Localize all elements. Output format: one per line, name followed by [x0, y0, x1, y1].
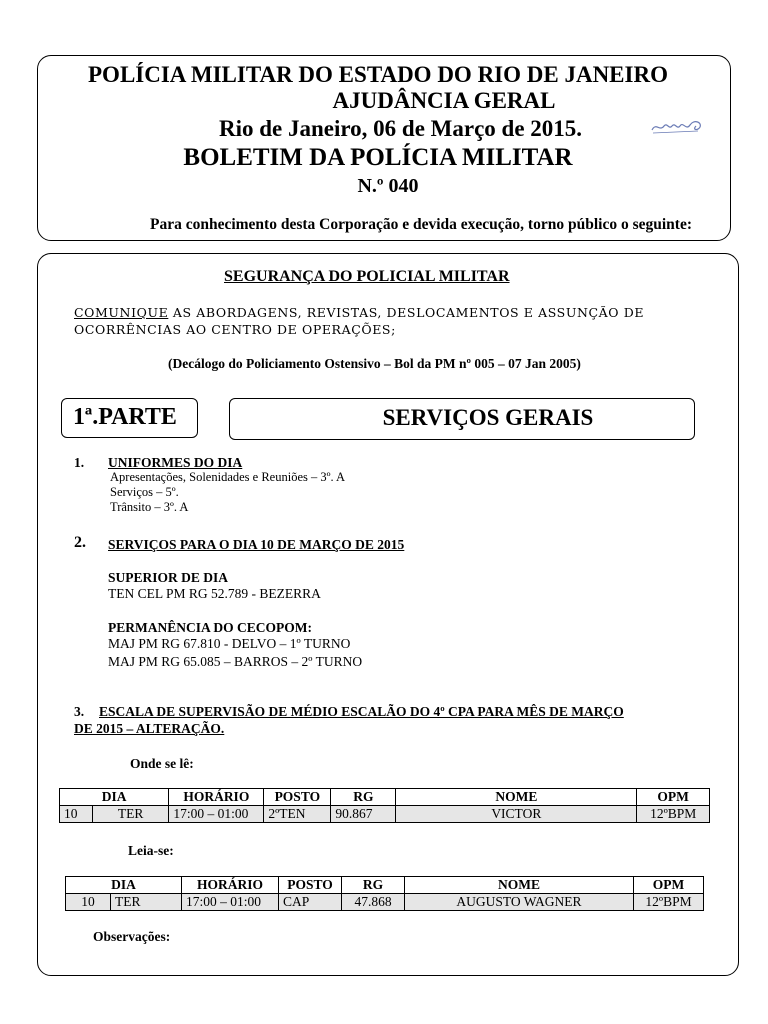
permanence-line-2: MAJ PM RG 65.085 – BARROS – 2º TURNO	[108, 654, 363, 669]
cell-opm: 12ºBPM	[637, 806, 710, 823]
cell-rg: 47.868	[342, 894, 405, 911]
col-opm: OPM	[637, 789, 710, 806]
item1-line: Apresentações, Solenidades e Reuniões – 3º. A	[110, 470, 346, 484]
col-horario: HORÁRIO	[169, 789, 264, 806]
col-opm: OPM	[634, 877, 704, 894]
col-posto: POSTO	[264, 789, 331, 806]
item1-title: UNIFORMES DO DIA	[108, 455, 243, 470]
permanence-line-1: MAJ PM RG 67.810 - DELVO – 1º TURNO	[108, 636, 351, 651]
item1-line: Trânsito – 3º. A	[110, 500, 189, 514]
security-text-line2: OCORRÊNCIAS AO CENTRO DE OPERAÇÕES;	[74, 322, 396, 337]
col-rg: RG	[342, 877, 405, 894]
item1-number: 1.	[74, 455, 85, 470]
cell-day: 10	[60, 806, 93, 823]
bulletin-number: N.º 040	[357, 175, 419, 197]
bulletin-date: Rio de Janeiro, 06 de Março de 2015.	[219, 116, 583, 141]
col-rg: RG	[331, 789, 396, 806]
col-nome: NOME	[405, 877, 634, 894]
bulletin-title: BOLETIM DA POLÍCIA MILITAR	[183, 144, 573, 171]
col-dia: DIA	[60, 789, 169, 806]
col-posto: POSTO	[279, 877, 342, 894]
table-row	[66, 894, 704, 911]
security-text-line1	[74, 305, 644, 320]
cell-opm: 12ºBPM	[634, 894, 704, 911]
item3-number: 3.	[74, 704, 85, 719]
table-row	[60, 806, 710, 823]
dept-title: AJUDÂNCIA GERAL	[332, 88, 556, 113]
cell-day: 10	[66, 894, 111, 911]
security-text1: AS ABORDAGENS, REVISTAS, DESLOCAMENTOS E ASSUNÇÃO DE	[168, 305, 645, 320]
superior-label: SUPERIOR DE DIA	[108, 570, 229, 585]
observacoes: Observações:	[93, 929, 171, 944]
item2-number: 2.	[74, 534, 86, 551]
cell-time: 17:00 – 01:00	[169, 806, 264, 823]
cell-weekday: TER	[111, 894, 182, 911]
permanence-label: PERMANÊNCIA DO CECOPOM:	[108, 620, 312, 635]
item2-title: SERVIÇOS PARA O DIA 10 DE MARÇO DE 2015	[108, 537, 405, 552]
leia-se: Leia-se:	[128, 843, 174, 858]
new-schedule-table	[65, 876, 704, 911]
cell-rank: CAP	[279, 894, 342, 911]
cell-weekday: TER	[93, 806, 169, 823]
col-nome: NOME	[396, 789, 637, 806]
security-lead: COMUNIQUE	[74, 305, 169, 320]
onde-se-le: Onde se lê:	[130, 756, 194, 771]
security-reference: (Decálogo do Policiamento Ostensivo – Bol da PM nº 005 – 07 Jan 2005)	[168, 356, 581, 371]
org-title: POLÍCIA MILITAR DO ESTADO DO RIO DE JANEIRO	[88, 62, 668, 87]
old-schedule-table	[59, 788, 710, 823]
signature-scribble	[650, 116, 708, 136]
item3-title-line1: ESCALA DE SUPERVISÃO DE MÉDIO ESCALÃO DO 4º CPA PARA MÊS DE MARÇO	[99, 704, 624, 719]
part-title-box	[229, 398, 695, 440]
intro-text: Para conhecimento desta Corporação e devida execução, torno público o seguinte:	[149, 216, 692, 233]
col-dia: DIA	[66, 877, 182, 894]
table-header-row	[60, 789, 710, 806]
table-header-row	[66, 877, 704, 894]
header-box	[37, 55, 731, 241]
cell-time: 17:00 – 01:00	[182, 894, 279, 911]
part-label-box	[61, 398, 198, 438]
item3-title-line2: DE 2015 – ALTERAÇÃO.	[74, 721, 225, 736]
cell-name: VICTOR	[396, 806, 637, 823]
superior-value: TEN CEL PM RG 52.789 - BEZERRA	[108, 586, 321, 601]
cell-name: AUGUSTO WAGNER	[405, 894, 634, 911]
security-title: SEGURANÇA DO POLICIAL MILITAR	[224, 268, 510, 285]
part-label: 1ª.PARTE	[73, 404, 177, 430]
col-horario: HORÁRIO	[182, 877, 279, 894]
cell-rank: 2ºTEN	[264, 806, 331, 823]
cell-rg: 90.867	[331, 806, 396, 823]
part-title: SERVIÇOS GERAIS	[382, 405, 594, 430]
item1-line: Serviços – 5º.	[110, 485, 179, 499]
